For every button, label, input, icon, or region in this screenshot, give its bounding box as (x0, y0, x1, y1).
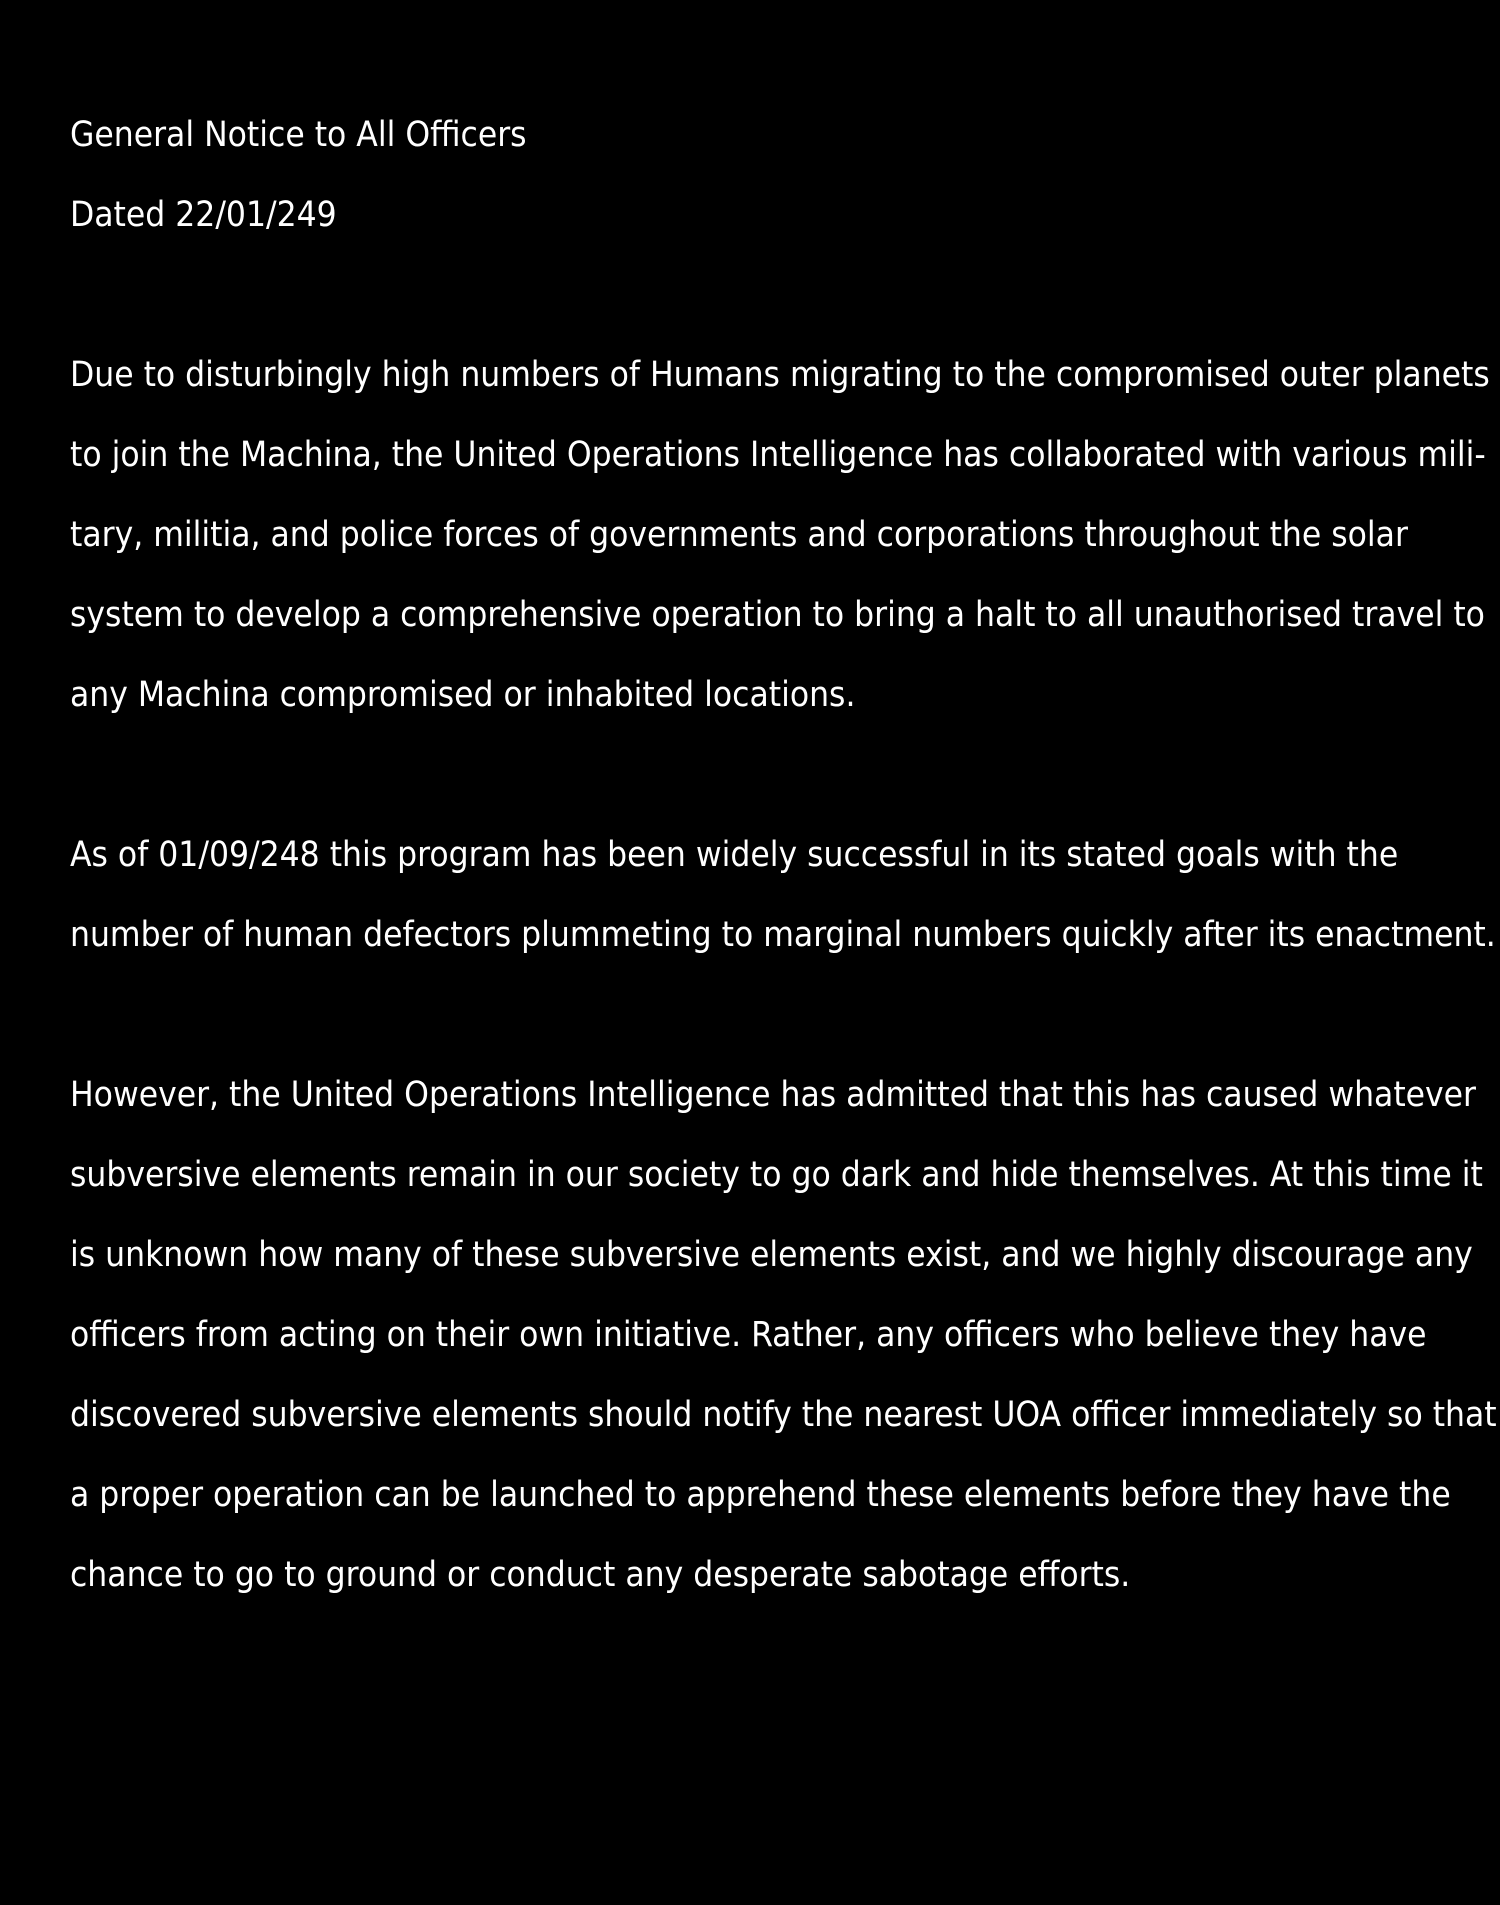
paragraph-3-line: discovered subversive elements should notify the nearest UOA officer immediately so that (70, 1395, 1497, 1435)
paragraph-2-line: As of 01/09/248 this program has been widely successful in its stated goals with the (70, 835, 1399, 875)
paragraph-3-line: officers from acting on their own initiative. Rather, any officers who believe they have (70, 1315, 1427, 1355)
paragraph-2-line: number of human defectors plummeting to marginal numbers quickly after its enactment. (70, 915, 1496, 955)
paragraph-1-line: system to develop a comprehensive operation to bring a halt to all unauthorised travel to (70, 595, 1485, 635)
paragraph-1-line: Due to disturbingly high numbers of Humans migrating to the compromised outer planets (70, 355, 1490, 395)
paragraph-gap (70, 735, 1440, 815)
paragraph-1 (70, 335, 1490, 735)
paragraph-3-line: chance to go to ground or conduct any desperate sabotage efforts. (70, 1555, 1131, 1595)
paragraph-2 (70, 815, 1496, 975)
notice-title: General Notice to All Officers (70, 115, 527, 155)
paragraph-3 (70, 1055, 1497, 1615)
notice-date: Dated 22/01/249 (70, 195, 337, 235)
notice-document (70, 95, 1497, 1615)
paragraph-3-line: However, the United Operations Intelligence has admitted that this has caused whatever (70, 1075, 1476, 1115)
paragraph-gap (70, 975, 1440, 1055)
paragraph-3-line: a proper operation can be launched to apprehend these elements before they have the (70, 1475, 1451, 1515)
paragraph-gap (70, 255, 1440, 335)
paragraph-1-line: to join the Machina, the United Operations Intelligence has collaborated with various mili- (70, 435, 1486, 475)
paragraph-1-line: any Machina compromised or inhabited locations. (70, 675, 856, 715)
paragraph-1-line: tary, militia, and police forces of governments and corporations throughout the solar (70, 515, 1408, 555)
paragraph-3-line: is unknown how many of these subversive elements exist, and we highly discourage any (70, 1235, 1473, 1275)
paragraph-3-line: subversive elements remain in our society to go dark and hide themselves. At this time it (70, 1155, 1483, 1195)
